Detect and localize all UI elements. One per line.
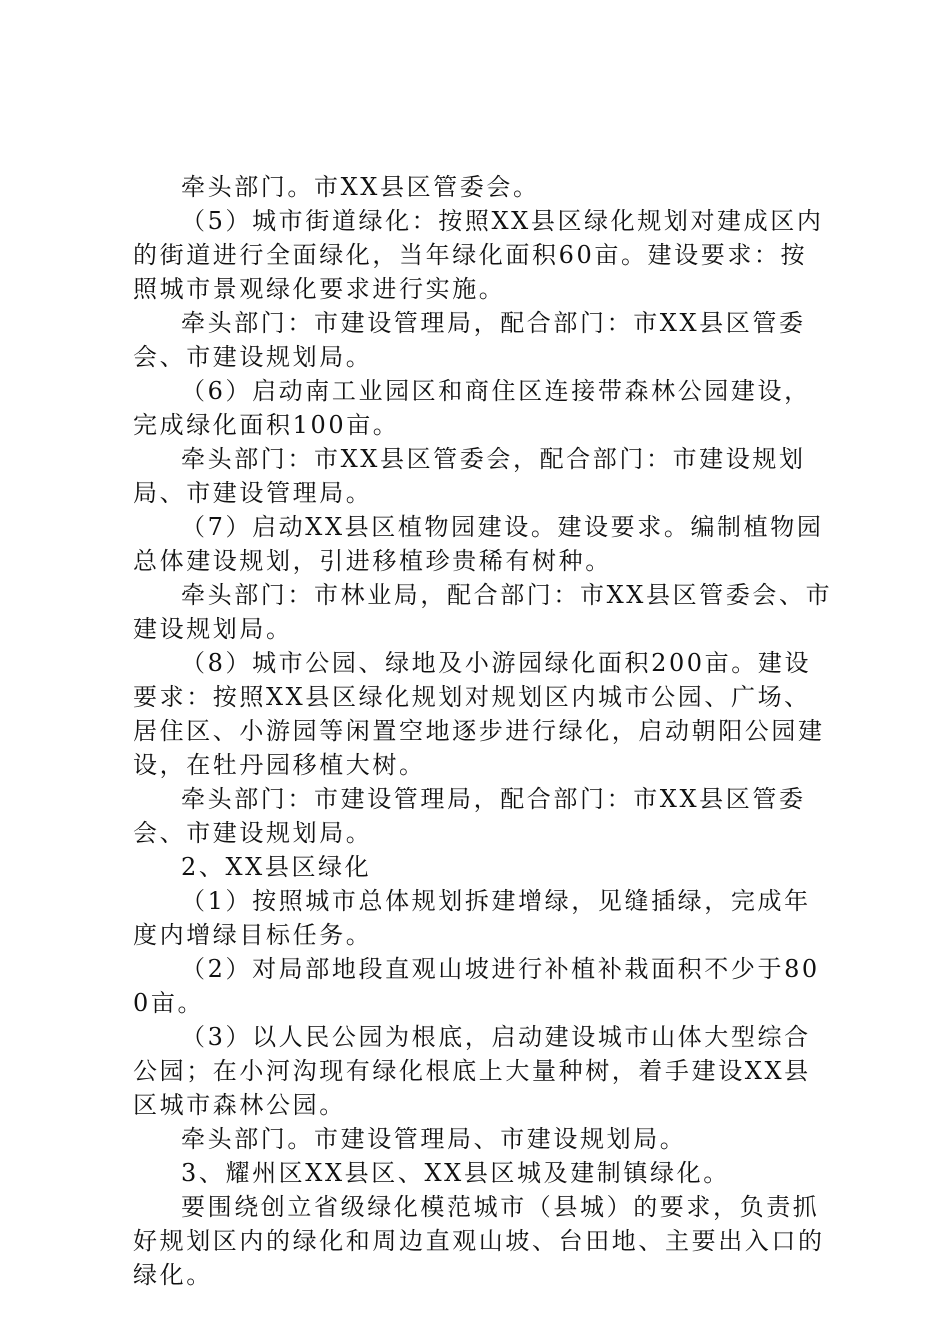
paragraph-7: 牵头部门：市林业局，配合部门：市XX县区管委会、市建设规划局。: [133, 581, 833, 643]
paragraph-9: 牵头部门：市建设管理局，配合部门：市XX县区管委会、市建设规划局。: [133, 785, 806, 847]
paragraph-8: （8）城市公园、绿地及小游园绿化面积200亩。建设要求：按照XX县区绿化规划对规划区内城市公园、广场、居住区、小游园等闲置空地逐步进行绿化，启动朝阳公园建设，在牡丹园移植大树。: [133, 649, 825, 779]
section-heading-2: 2、XX县区绿化: [181, 853, 372, 881]
paragraph-14: 牵头部门。市建设管理局、市建设规划局。: [181, 1125, 687, 1153]
paragraph-12: （2）对局部地段直观山坡进行补植补栽面积不少于800亩。: [133, 955, 820, 1017]
paragraph-3: 牵头部门：市建设管理局，配合部门：市XX县区管委会、市建设规划局。: [133, 309, 806, 371]
paragraph-13: （3）以人民公园为根底，启动建设城市山体大型综合公园；在小河沟现有绿化根底上大量种树，着手建设XX县区城市森林公园。: [133, 1023, 811, 1119]
paragraph-6: （7）启动XX县区植物园建设。建设要求。编制植物园总体建设规划，引进移植珍贵稀有树种。: [133, 513, 824, 575]
section-heading-3: 3、耀州区XX县区、XX县区城及建制镇绿化。: [181, 1159, 730, 1187]
document-body: [133, 170, 833, 1292]
paragraph-5: 牵头部门：市XX县区管委会，配合部门：市建设规划局、市建设管理局。: [133, 445, 806, 507]
paragraph-16: 要围绕创立省级绿化模范城市（县城）的要求，负责抓好规划区内的绿化和周边直观山坡、台田地、主要出入口的绿化。: [133, 1193, 825, 1289]
paragraph-4: （6）启动南工业园区和商住区连接带森林公园建设，完成绿化面积100亩。: [133, 377, 811, 439]
paragraph-2: （5）城市街道绿化：按照XX县区绿化规划对建成区内的街道进行全面绿化，当年绿化面积60亩。建设要求：按照城市景观绿化要求进行实施。: [133, 207, 824, 303]
paragraph-1: 牵头部门。市XX县区管委会。: [181, 173, 540, 201]
paragraph-11: （1）按照城市总体规划拆建增绿，见缝插绿，完成年度内增绿目标任务。: [133, 887, 811, 949]
